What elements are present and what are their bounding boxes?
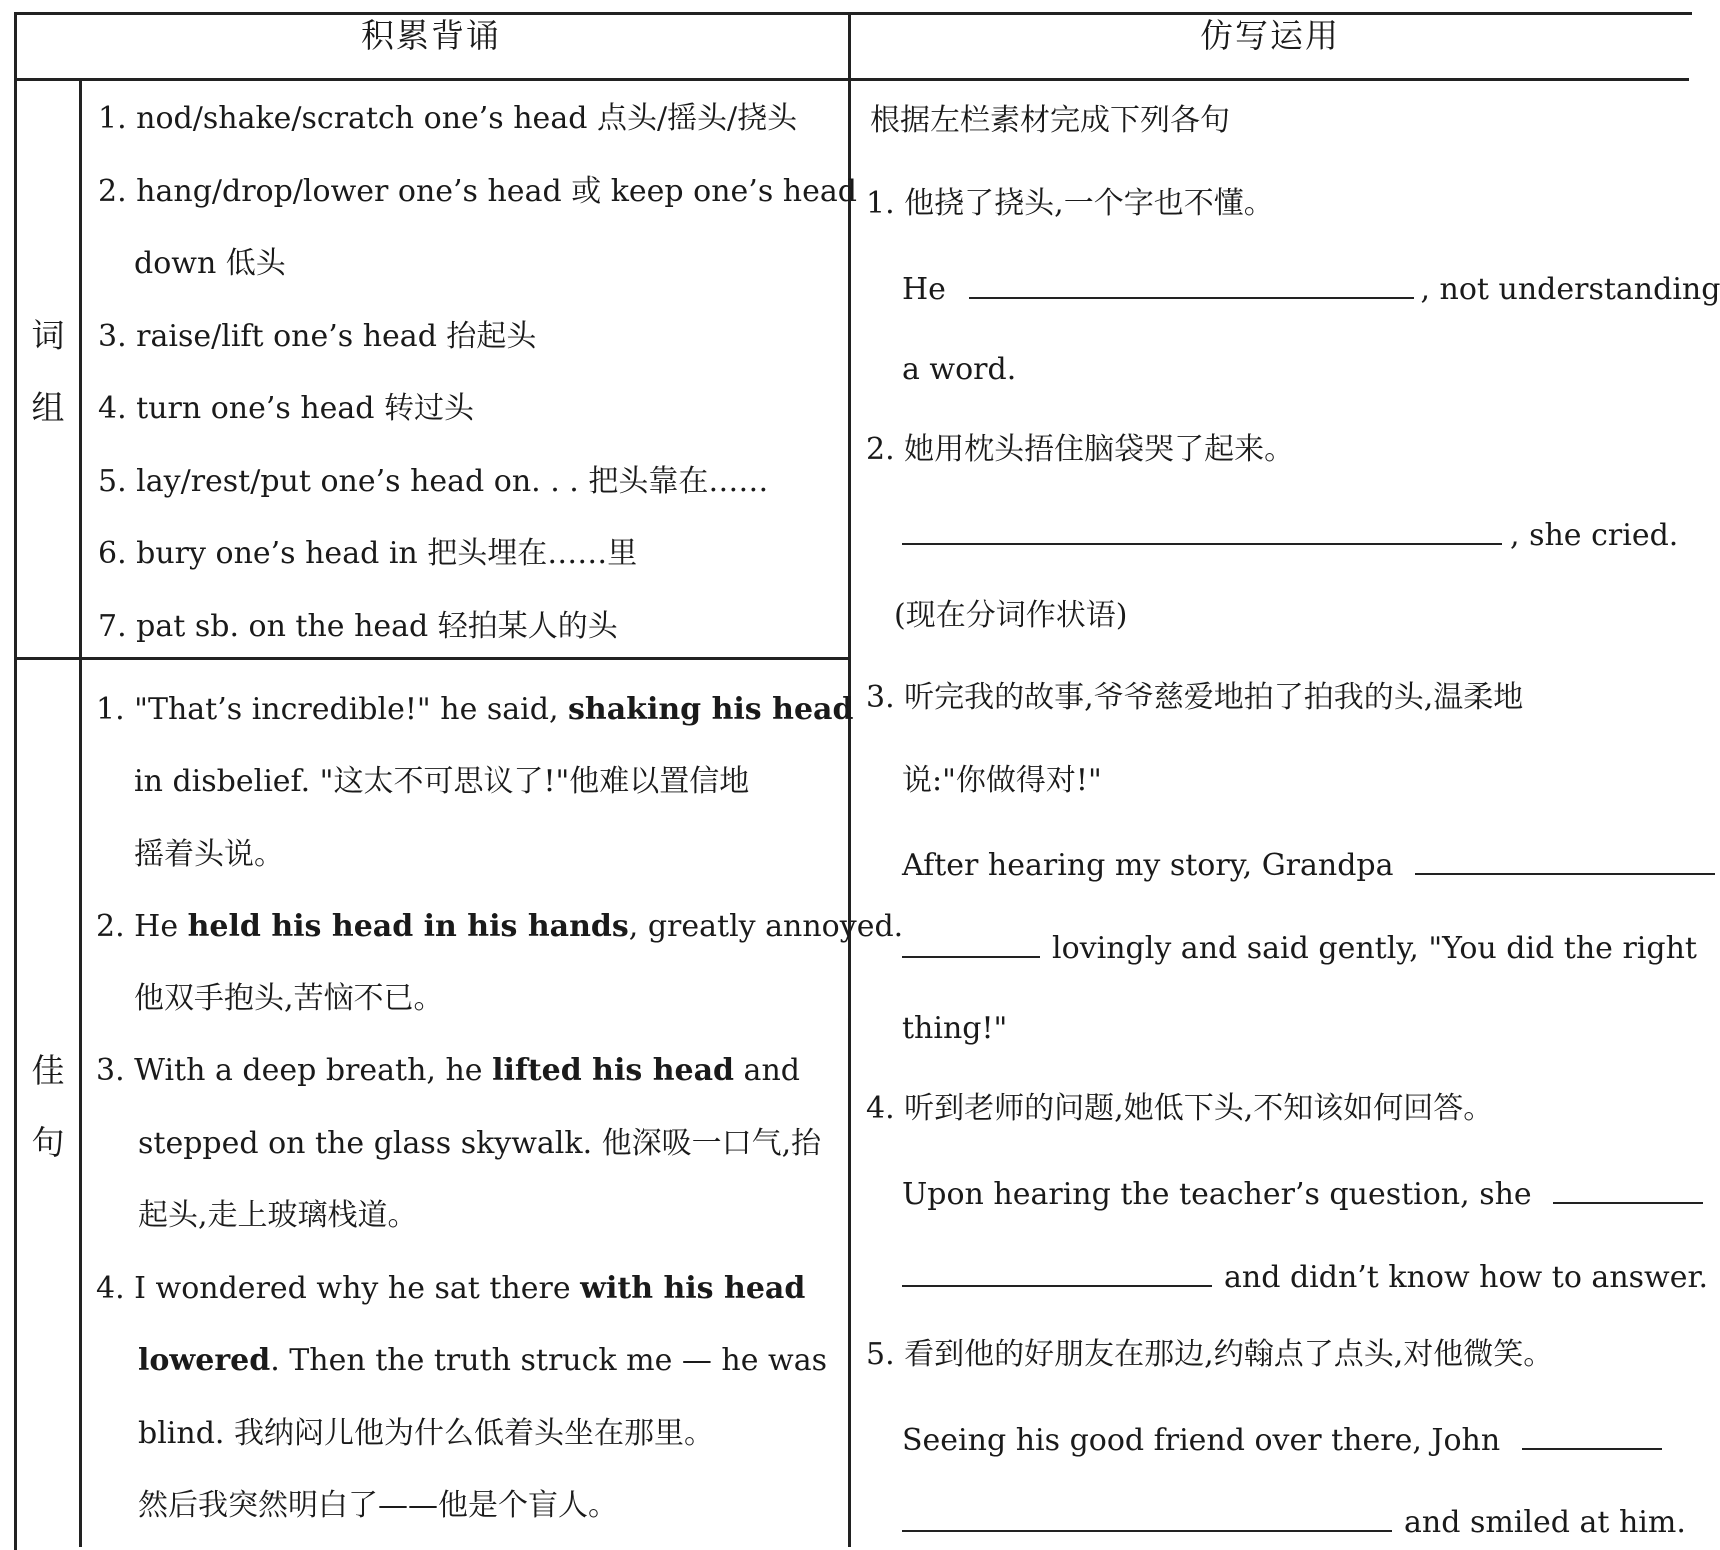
exercise-intro: 根据左栏素材完成下列各句 (870, 103, 1230, 138)
sentence-text: 3. With a deep breath, he (96, 1053, 493, 1088)
sentence-1-line-2: in disbelief. "这太不可思议了!"他难以置信地 (134, 764, 750, 799)
answer-blank[interactable] (902, 1500, 1392, 1532)
answer-blank[interactable] (969, 267, 1414, 299)
right-column-header (851, 0, 1689, 66)
phrase-item: 3. raise/lift one’s head 抬起头 (98, 319, 537, 354)
exercise-5-english-1 (902, 1418, 1662, 1461)
exercise-3-english-1 (902, 843, 1715, 886)
right-header-text: 仿写运用 (1200, 15, 1340, 55)
exercise-1-chinese: 1. 他挠了挠头,一个字也不懂。 (866, 186, 1274, 221)
sentence-text: 2. He (96, 909, 188, 944)
exercise-4-english-1 (902, 1172, 1703, 1215)
answer-blank[interactable] (902, 926, 1040, 958)
sentence-4-line-4: 然后我突然明白了——他是个盲人。 (138, 1488, 618, 1523)
phrase-item: 2. hang/drop/lower one’s head 或 keep one’s head (98, 174, 857, 209)
sentence-highlight: held his head in his hands (187, 909, 629, 944)
exercise-text: lovingly and said gently, "You did the right (1052, 931, 1697, 966)
sentence-1-line-1 (96, 690, 853, 730)
sentence-highlight: shaking his head (568, 692, 854, 727)
exercise-3-tail: thing!" (902, 1011, 1008, 1046)
sentence-4-line-2 (138, 1341, 827, 1381)
answer-blank[interactable] (1522, 1418, 1662, 1450)
exercise-text: He (902, 272, 946, 307)
exercise-1-english (902, 267, 1720, 310)
sentences-label (16, 1035, 80, 1179)
phrase-item: 5. lay/rest/put one’s head on. . . 把头靠在…… (98, 464, 769, 499)
exercise-text: Seeing his good friend over there, John (902, 1423, 1501, 1458)
left-header-text: 积累背诵 (361, 15, 501, 55)
sentence-3-line-3: 起头,走上玻璃栈道。 (138, 1198, 418, 1233)
exercise-text: , not understanding (1420, 272, 1720, 307)
sentences-label-char-2: 句 (31, 1123, 65, 1162)
sentence-text: . Then the truth struck me — he was (270, 1343, 827, 1378)
exercise-3-chinese-2: 说:"你做得对!" (902, 763, 1102, 798)
answer-blank[interactable] (1553, 1172, 1703, 1204)
exercise-3-english-2 (902, 926, 1697, 969)
left-column-header (14, 0, 848, 66)
sentence-highlight: with his head (580, 1271, 806, 1306)
answer-blank[interactable] (902, 513, 1502, 545)
phrase-item: 4. turn one’s head 转过头 (98, 391, 475, 426)
sentence-2-line-1 (96, 907, 903, 947)
sentence-highlight: lowered (138, 1343, 271, 1378)
sentence-3-line-2: stepped on the glass skywalk. 他深吸一口气,抬 (138, 1126, 822, 1161)
sentence-2-line-2: 他双手抱头,苦恼不已。 (134, 981, 444, 1016)
exercise-text: and smiled at him. (1404, 1505, 1686, 1540)
sentence-text: 1. "That’s incredible!" he said, (96, 692, 569, 727)
label-column-divider (79, 78, 82, 1547)
phrases-label-char-2: 组 (31, 388, 65, 427)
phrase-item: 1. nod/shake/scratch one’s head 点头/摇头/挠头 (98, 101, 798, 136)
sentence-3-line-1 (96, 1051, 800, 1091)
exercise-4-chinese: 4. 听到老师的问题,她低下头,不知该如何回答。 (866, 1091, 1494, 1126)
exercise-5-english-2 (902, 1500, 1686, 1543)
exercise-2-english (902, 513, 1678, 556)
sentence-4-line-3: blind. 我纳闷儿他为什么低着头坐在那里。 (138, 1416, 714, 1451)
middle-column-divider (848, 12, 851, 1547)
exercise-text: and didn’t know how to answer. (1224, 1260, 1709, 1295)
sentence-4-line-1 (96, 1269, 805, 1309)
exercise-1-tail: a word. (902, 352, 1017, 387)
exercise-5-chinese: 5. 看到他的好朋友在那边,约翰点了点头,对他微笑。 (866, 1337, 1554, 1372)
phrase-item: down 低头 (134, 246, 286, 281)
sentences-label-char-1: 佳 (31, 1051, 65, 1090)
exercise-text: After hearing my story, Grandpa (902, 848, 1394, 883)
sentence-text: , greatly annoyed. (628, 909, 904, 944)
header-divider (14, 78, 1689, 81)
exercise-text: , she cried. (1510, 518, 1679, 553)
answer-blank[interactable] (902, 1255, 1212, 1287)
phrase-item: 6. bury one’s head in 把头埋在……里 (98, 536, 638, 571)
answer-blank[interactable] (1415, 843, 1715, 875)
sentence-1-line-3: 摇着头说。 (134, 837, 284, 872)
exercise-3-chinese-1: 3. 听完我的故事,爷爷慈爱地拍了拍我的头,温柔地 (866, 680, 1524, 715)
exercise-text: Upon hearing the teacher’s question, she (902, 1177, 1532, 1212)
sentence-text: 4. I wondered why he sat there (96, 1271, 581, 1306)
phrases-label (16, 300, 80, 444)
sentence-text: and (734, 1053, 800, 1088)
exercise-4-english-2 (902, 1255, 1708, 1298)
section-divider (14, 657, 848, 660)
sentence-highlight: lifted his head (492, 1053, 735, 1088)
exercise-2-chinese: 2. 她用枕头捂住脑袋哭了起来。 (866, 432, 1295, 467)
exercise-2-note: (现在分词作状语) (894, 598, 1128, 633)
phrase-item: 7. pat sb. on the head 轻拍某人的头 (98, 609, 618, 644)
phrases-label-char-1: 词 (31, 316, 65, 355)
